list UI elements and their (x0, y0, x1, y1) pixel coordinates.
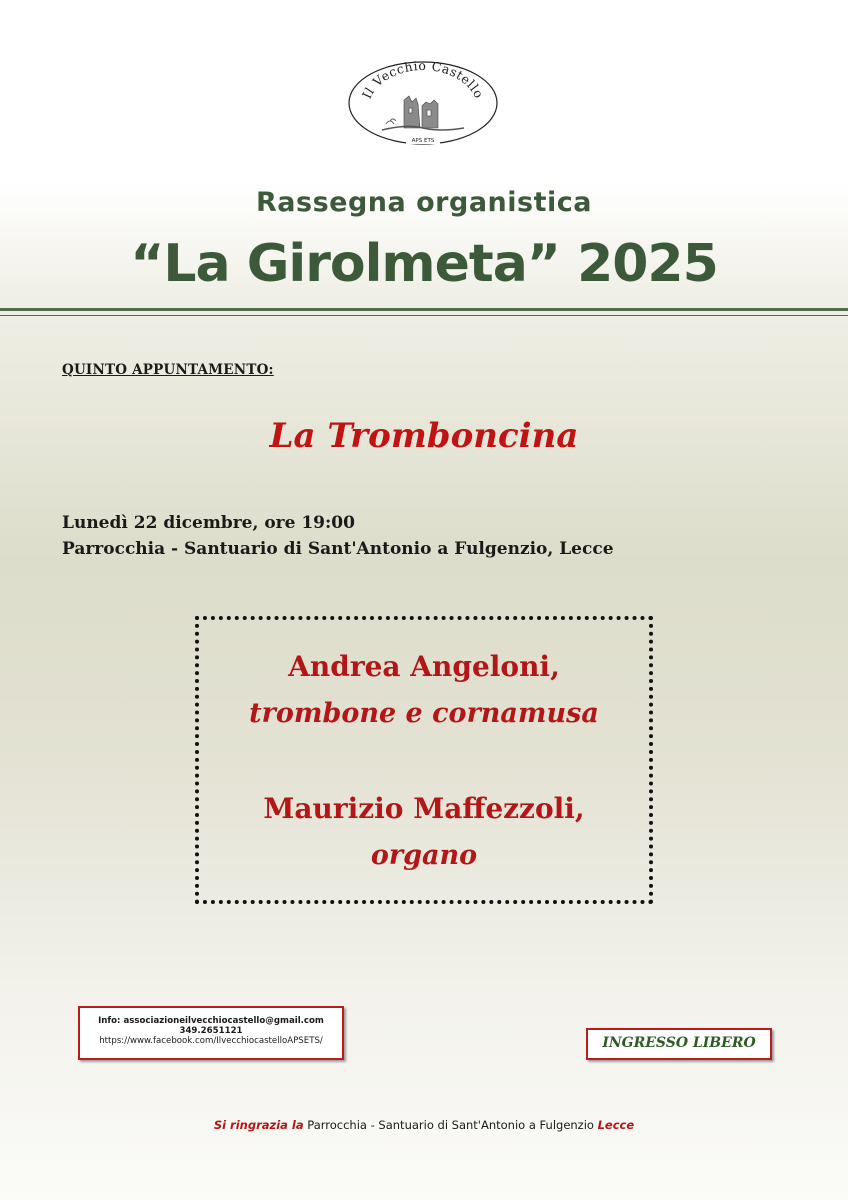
series-title: Rassegna organistica (256, 187, 592, 218)
castle-ruin-icon (346, 58, 500, 148)
event-title: “La Girolmeta” 2025 (130, 234, 718, 294)
performer-role: trombone e cornamusa (249, 698, 599, 729)
appointment-label: QUINTO APPUNTAMENTO: (62, 362, 274, 378)
thanks-body: Parrocchia - Santuario di Sant'Antonio a Fulgenzio (307, 1118, 594, 1132)
association-logo (346, 58, 500, 148)
info-email[interactable]: Info: associazioneilvecchiocastello@gmail.com (98, 1016, 324, 1026)
performer-role: organo (370, 840, 478, 871)
event-venue: Parrocchia - Santuario di Sant'Antonio a Fulgenzio, Lecce (62, 539, 614, 559)
event-date-time: Lunedì 22 dicembre, ore 19:00 (62, 513, 355, 533)
logo-arc-text: Il Vecchio Castello (358, 58, 487, 101)
logo-badge-text: APS ETS (411, 138, 435, 144)
thanks-line (0, 1118, 848, 1132)
info-facebook-link[interactable]: https://www.facebook.com/IlvecchiocastelloAPSETS/ (99, 1036, 323, 1046)
info-contact-box (78, 1006, 344, 1060)
free-entry-badge: INGRESSO LIBERO (586, 1028, 772, 1060)
performer-name: Maurizio Maffezzoli, (263, 792, 585, 825)
performers-box (195, 616, 653, 904)
performer-name: Andrea Angeloni, (288, 650, 560, 683)
title-divider (0, 308, 848, 316)
thanks-suffix: Lecce (597, 1118, 635, 1132)
concert-name: La Tromboncina (269, 416, 579, 456)
thanks-prefix: Si ringrazia la (213, 1118, 304, 1132)
info-phone[interactable]: 349.2651121 (179, 1026, 243, 1036)
